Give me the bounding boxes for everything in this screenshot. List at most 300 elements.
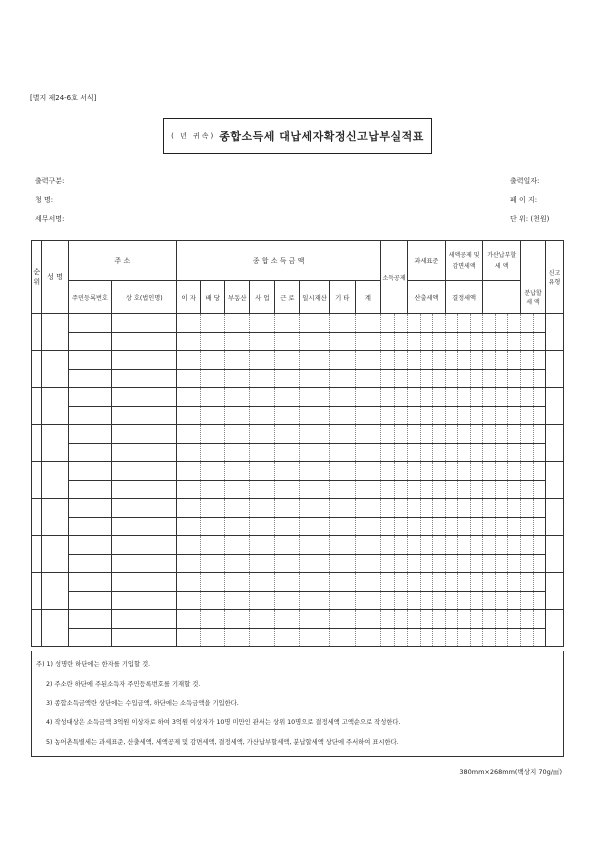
income-cell	[250, 351, 275, 370]
tax-cell	[458, 314, 471, 333]
tax-cell	[508, 628, 521, 647]
tax-cell	[483, 388, 496, 407]
income-cell	[225, 499, 250, 518]
tax-cell	[508, 573, 521, 592]
tax-cell	[445, 536, 458, 555]
tax-cell	[470, 369, 483, 388]
income-cell	[225, 388, 250, 407]
income-cell	[201, 425, 225, 444]
tax-cell	[420, 554, 433, 573]
income-cell	[177, 406, 201, 425]
header-income-col: 근 로	[275, 281, 300, 314]
header-seq: 순위	[32, 241, 42, 314]
tax-cell	[420, 499, 433, 518]
tax-cell	[533, 351, 546, 370]
header-tax-base: 과세표준	[408, 241, 446, 281]
tax-cell	[433, 591, 446, 610]
tax-cell	[445, 591, 458, 610]
tax-cell	[520, 628, 533, 647]
tax-cell	[533, 369, 546, 388]
income-cell	[355, 480, 380, 499]
tax-cell	[420, 591, 433, 610]
income-cell	[329, 536, 355, 555]
tax-cell	[445, 443, 458, 462]
table-row	[32, 573, 564, 592]
tax-cell	[420, 388, 433, 407]
tax-cell	[445, 369, 458, 388]
income-cell	[177, 499, 201, 518]
income-cell	[201, 369, 225, 388]
table-row	[32, 314, 564, 333]
trade-cell	[112, 314, 177, 333]
resident-cell	[68, 425, 112, 444]
tax-cell	[420, 573, 433, 592]
name-cell	[42, 462, 68, 499]
income-cell	[250, 443, 275, 462]
tax-cell	[533, 332, 546, 351]
income-cell	[355, 554, 380, 573]
trade-cell	[112, 610, 177, 629]
tax-cell	[458, 443, 471, 462]
tax-cell	[470, 573, 483, 592]
income-cell	[355, 591, 380, 610]
report-type-cell	[546, 573, 564, 610]
tax-cell	[508, 332, 521, 351]
tax-cell	[458, 610, 471, 629]
table-row	[32, 499, 564, 518]
income-cell	[177, 369, 201, 388]
income-cell	[300, 610, 329, 629]
tax-cell	[433, 369, 446, 388]
tax-cell	[495, 369, 508, 388]
income-cell	[300, 536, 329, 555]
income-cell	[329, 425, 355, 444]
tax-cell	[483, 480, 496, 499]
header-decided-tax: 결정세액	[445, 281, 483, 314]
tax-cell	[533, 480, 546, 499]
income-cell	[225, 610, 250, 629]
tax-cell	[470, 480, 483, 499]
income-cell	[225, 425, 250, 444]
header-credit: 세액공제 및 감면세액	[445, 241, 483, 281]
seq-cell	[32, 462, 42, 499]
tax-cell	[458, 369, 471, 388]
tax-cell	[533, 573, 546, 592]
tax-cell	[495, 425, 508, 444]
tax-cell	[408, 425, 421, 444]
tax-cell	[533, 406, 546, 425]
income-cell	[177, 536, 201, 555]
income-cell	[300, 314, 329, 333]
tax-cell	[420, 628, 433, 647]
tax-cell	[520, 351, 533, 370]
income-cell	[329, 406, 355, 425]
tax-cell	[470, 351, 483, 370]
tax-cell	[380, 628, 394, 647]
header-installment: 분납할 세 액	[520, 281, 545, 314]
income-cell	[225, 517, 250, 536]
tax-cell	[508, 499, 521, 518]
tax-cell	[394, 517, 408, 536]
tax-cell	[495, 314, 508, 333]
tax-cell	[380, 314, 394, 333]
tax-cell	[458, 425, 471, 444]
tax-cell	[420, 443, 433, 462]
header-address: 주 소	[68, 241, 177, 281]
income-cell	[201, 351, 225, 370]
income-cell	[355, 425, 380, 444]
tax-cell	[495, 351, 508, 370]
trade-cell	[112, 388, 177, 407]
income-cell	[300, 425, 329, 444]
tax-cell	[470, 517, 483, 536]
income-cell	[329, 332, 355, 351]
tax-cell	[495, 406, 508, 425]
tax-cell	[470, 406, 483, 425]
tax-cell	[408, 610, 421, 629]
income-cell	[329, 499, 355, 518]
tax-cell	[508, 388, 521, 407]
header-income-col: 사 업	[250, 281, 275, 314]
income-cell	[225, 406, 250, 425]
report-type-cell	[546, 314, 564, 351]
tax-cell	[495, 443, 508, 462]
header-deduction: 소득공제	[380, 241, 407, 314]
tax-cell	[483, 554, 496, 573]
tax-cell	[408, 462, 421, 481]
income-cell	[250, 332, 275, 351]
table-row	[32, 536, 564, 555]
tax-cell	[408, 332, 421, 351]
income-cell	[329, 443, 355, 462]
tax-cell	[483, 406, 496, 425]
tax-cell	[483, 610, 496, 629]
resident-cell	[68, 499, 112, 518]
tax-cell	[394, 443, 408, 462]
tax-cell	[520, 443, 533, 462]
tax-cell	[420, 462, 433, 481]
tax-cell	[520, 499, 533, 518]
tax-cell	[508, 425, 521, 444]
income-cell	[275, 573, 300, 592]
resident-cell	[68, 628, 112, 647]
tax-cell	[470, 332, 483, 351]
income-cell	[329, 591, 355, 610]
income-cell	[300, 351, 329, 370]
seq-cell	[32, 351, 42, 388]
tax-cell	[495, 573, 508, 592]
income-cell	[275, 628, 300, 647]
income-cell	[355, 517, 380, 536]
tax-cell	[508, 591, 521, 610]
tax-cell	[394, 536, 408, 555]
tax-cell	[470, 536, 483, 555]
income-cell	[177, 425, 201, 444]
income-cell	[300, 369, 329, 388]
income-cell	[300, 554, 329, 573]
tax-cell	[520, 573, 533, 592]
income-cell	[329, 351, 355, 370]
tax-cell	[533, 499, 546, 518]
tax-cell	[495, 480, 508, 499]
tax-cell	[495, 610, 508, 629]
income-cell	[177, 462, 201, 481]
tax-cell	[533, 425, 546, 444]
tax-cell	[508, 369, 521, 388]
tax-cell	[495, 462, 508, 481]
resident-cell	[68, 610, 112, 629]
tax-cell	[470, 554, 483, 573]
income-cell	[355, 462, 380, 481]
tax-cell	[433, 388, 446, 407]
tax-cell	[394, 332, 408, 351]
income-cell	[355, 443, 380, 462]
tax-cell	[420, 406, 433, 425]
name-cell	[42, 351, 68, 388]
tax-cell	[458, 388, 471, 407]
tax-cell	[394, 425, 408, 444]
income-cell	[275, 610, 300, 629]
income-cell	[275, 369, 300, 388]
meta-unit: 단 위: (천원)	[510, 215, 550, 223]
income-cell	[225, 369, 250, 388]
tax-cell	[495, 332, 508, 351]
income-cell	[329, 480, 355, 499]
tax-cell	[520, 536, 533, 555]
tax-cell	[508, 536, 521, 555]
resident-cell	[68, 369, 112, 388]
report-type-cell	[546, 536, 564, 573]
income-cell	[329, 517, 355, 536]
table-row	[32, 554, 564, 573]
resident-cell	[68, 591, 112, 610]
income-cell	[201, 554, 225, 573]
income-cell	[300, 517, 329, 536]
income-cell	[177, 443, 201, 462]
tax-cell	[394, 480, 408, 499]
income-cell	[275, 425, 300, 444]
table-row	[32, 628, 564, 647]
tax-cell	[483, 462, 496, 481]
tax-cell	[433, 406, 446, 425]
tax-cell	[533, 536, 546, 555]
tax-cell	[394, 554, 408, 573]
income-cell	[250, 573, 275, 592]
resident-cell	[68, 443, 112, 462]
tax-cell	[420, 536, 433, 555]
tax-cell	[394, 591, 408, 610]
tax-cell	[470, 499, 483, 518]
tax-cell	[420, 351, 433, 370]
table-row	[32, 388, 564, 407]
income-cell	[300, 591, 329, 610]
tax-cell	[520, 610, 533, 629]
tax-cell	[394, 314, 408, 333]
tax-cell	[394, 351, 408, 370]
income-cell	[225, 628, 250, 647]
tax-cell	[483, 425, 496, 444]
income-cell	[300, 480, 329, 499]
tax-cell	[458, 480, 471, 499]
tax-cell	[445, 554, 458, 573]
table-row	[32, 517, 564, 536]
income-cell	[329, 462, 355, 481]
tax-cell	[483, 314, 496, 333]
tax-cell	[520, 388, 533, 407]
tax-cell	[433, 314, 446, 333]
income-cell	[225, 351, 250, 370]
income-cell	[201, 480, 225, 499]
tax-cell	[458, 351, 471, 370]
resident-cell	[68, 554, 112, 573]
tax-cell	[445, 610, 458, 629]
trade-cell	[112, 351, 177, 370]
tax-cell	[380, 610, 394, 629]
tax-cell	[380, 369, 394, 388]
income-cell	[250, 480, 275, 499]
tax-cell	[520, 554, 533, 573]
tax-cell	[445, 499, 458, 518]
resident-cell	[68, 388, 112, 407]
tax-cell	[533, 554, 546, 573]
income-cell	[201, 443, 225, 462]
note-3: 3) 종합소득금액란 상단에는 수입금액, 하단에는 소득금액을 기입한다.	[46, 700, 239, 707]
name-cell	[42, 499, 68, 536]
tax-cell	[520, 517, 533, 536]
name-cell	[42, 388, 68, 425]
header-income-col: 기 타	[329, 281, 355, 314]
tax-cell	[458, 573, 471, 592]
income-cell	[201, 628, 225, 647]
tax-cell	[470, 610, 483, 629]
income-cell	[177, 610, 201, 629]
income-cell	[275, 406, 300, 425]
name-cell	[42, 573, 68, 610]
trade-cell	[112, 406, 177, 425]
tax-cell	[433, 536, 446, 555]
note-1: 주) 1) 성명란 하단에는 한자를 기입할 것.	[36, 661, 151, 668]
tax-cell	[380, 425, 394, 444]
report-type-cell	[546, 388, 564, 425]
table-row	[32, 369, 564, 388]
tax-cell	[483, 351, 496, 370]
resident-cell	[68, 536, 112, 555]
tax-cell	[380, 536, 394, 555]
tax-cell	[408, 554, 421, 573]
income-cell	[300, 462, 329, 481]
tax-cell	[394, 499, 408, 518]
tax-cell	[470, 443, 483, 462]
income-cell	[250, 591, 275, 610]
report-type-cell	[546, 462, 564, 499]
tax-cell	[520, 314, 533, 333]
tax-cell	[408, 517, 421, 536]
tax-cell	[495, 554, 508, 573]
tax-cell	[520, 591, 533, 610]
income-cell	[275, 480, 300, 499]
trade-cell	[112, 425, 177, 444]
tax-cell	[408, 369, 421, 388]
tax-cell	[470, 628, 483, 647]
income-cell	[225, 480, 250, 499]
tax-cell	[483, 369, 496, 388]
header-income-col: 이 자	[177, 281, 201, 314]
table-row	[32, 351, 564, 370]
meta-output-type: 출력구분:	[35, 177, 65, 185]
trade-cell	[112, 462, 177, 481]
tax-cell	[445, 628, 458, 647]
income-cell	[225, 443, 250, 462]
tax-cell	[508, 517, 521, 536]
income-cell	[275, 462, 300, 481]
income-cell	[201, 517, 225, 536]
income-cell	[300, 388, 329, 407]
tax-cell	[508, 443, 521, 462]
tax-cell	[445, 406, 458, 425]
resident-cell	[68, 517, 112, 536]
tax-cell	[495, 591, 508, 610]
tax-cell	[533, 443, 546, 462]
resident-cell	[68, 332, 112, 351]
tax-cell	[458, 517, 471, 536]
header-name: 성 명	[42, 241, 68, 314]
income-cell	[201, 462, 225, 481]
income-cell	[355, 314, 380, 333]
income-cell	[300, 443, 329, 462]
income-cell	[225, 554, 250, 573]
income-cell	[225, 591, 250, 610]
tax-cell	[533, 628, 546, 647]
income-cell	[329, 554, 355, 573]
resident-cell	[68, 406, 112, 425]
note-5: 5) 농어촌특별세는 과세표준, 산출세액, 세액공제 및 감면세액, 결정세액, 가산납부할세액, 분납할세액 상단에 주서하여 표시한다.	[46, 739, 399, 746]
income-cell	[201, 499, 225, 518]
tax-cell	[495, 628, 508, 647]
tax-cell	[420, 480, 433, 499]
tax-cell	[458, 332, 471, 351]
report-type-cell	[546, 351, 564, 388]
income-cell	[275, 351, 300, 370]
tax-cell	[495, 536, 508, 555]
tax-cell	[408, 443, 421, 462]
tax-cell	[445, 351, 458, 370]
tax-cell	[483, 573, 496, 592]
trade-cell	[112, 554, 177, 573]
header-trade-name: 상 호(법인명)	[112, 281, 177, 314]
meta-tax-office: 세무서명:	[35, 215, 65, 223]
name-cell	[42, 314, 68, 351]
report-type-cell	[546, 499, 564, 536]
tax-cell	[420, 369, 433, 388]
table-row	[32, 610, 564, 629]
income-cell	[177, 517, 201, 536]
income-cell	[329, 610, 355, 629]
tax-cell	[483, 591, 496, 610]
tax-cell	[470, 462, 483, 481]
income-cell	[177, 628, 201, 647]
tax-cell	[394, 462, 408, 481]
income-cell	[275, 332, 300, 351]
income-cell	[355, 628, 380, 647]
meta-office: 청 명:	[35, 196, 54, 204]
income-cell	[355, 610, 380, 629]
tax-cell	[408, 388, 421, 407]
tax-cell	[380, 406, 394, 425]
tax-cell	[458, 406, 471, 425]
income-cell	[329, 314, 355, 333]
tax-cell	[508, 610, 521, 629]
tax-cell	[533, 591, 546, 610]
